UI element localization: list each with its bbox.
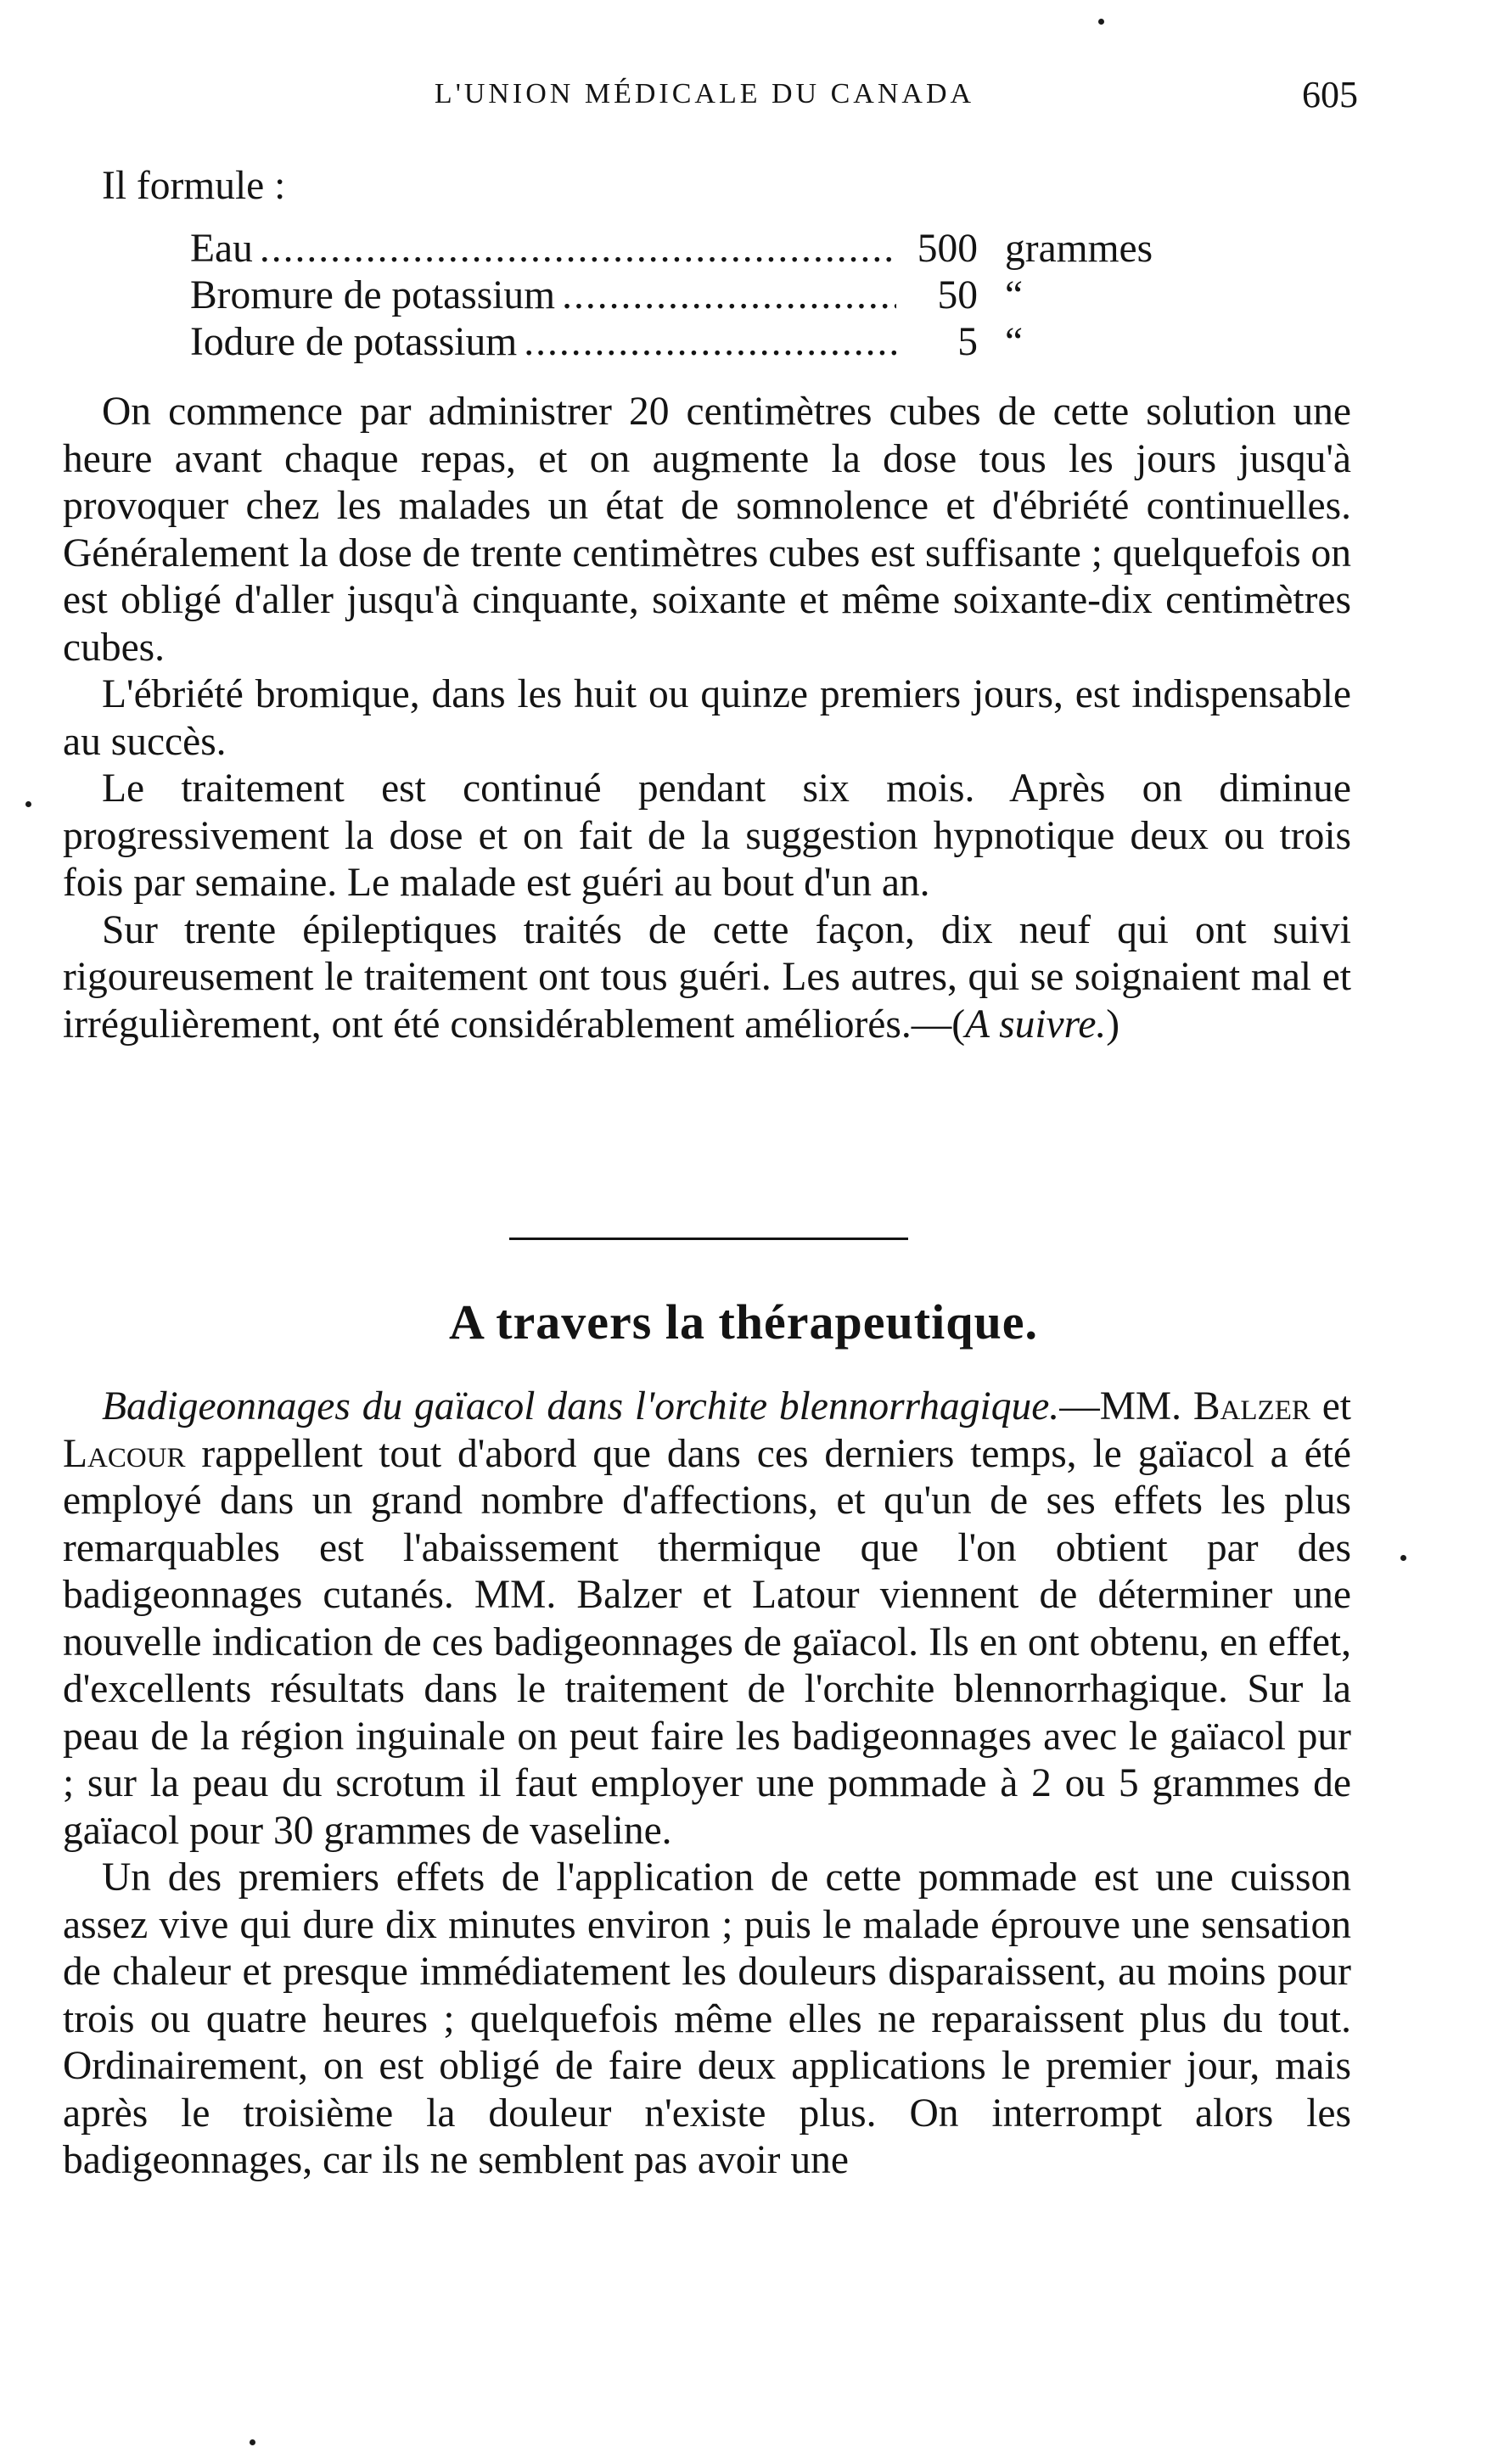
- page-number: 605: [1302, 74, 1358, 115]
- formula-row: [190, 226, 1226, 272]
- scan-speck: [25, 801, 31, 807]
- paragraph-text: rappellent tout d'abord que dans ces derniers temps, le gaïacol a été employé dans un grand nombre d'affections, et qu'un de ses effets les plus remarquables est l'abaissement thermique que l'on obtient par des badigeonnages cutanés. MM. Balzer et Latour viennent de déterminer une nouvelle indication de ces badigeonnages de gaïacol. Ils en ont obtenu, en effet, d'excellents résultats dans le traitement de l'orchite blennorrhagique. Sur la peau de la région inguinale on peut faire les badigeonnages avec le gaïacol pur ; sur la peau du scrotum il faut employer une pommade à 2 ou 5 grammes de gaïacol pour 30 grammes de vaseline.: [63, 1431, 1351, 1853]
- to-be-continued-note: A suivre.: [965, 1002, 1107, 1047]
- formula-row: [190, 319, 1226, 366]
- formula-unit: grammes: [1005, 227, 1153, 271]
- author-name: Balzer: [1192, 1384, 1310, 1428]
- paragraph: [63, 907, 1351, 1049]
- scan-speck: [1098, 19, 1104, 25]
- paragraph: Le traitement est continué pendant six mois. Après on diminue progressivement la dose et on fait de la suggestion hypnotique deux ou trois fois par semaine. Le malade est guéri au bout d'un an.: [63, 766, 1351, 905]
- paragraph-text: Sur trente épileptiques traités de cette façon, dix neuf qui ont suivi rigoureusement le traitement ont tous guéri. Les autres, qui se soignaient mal et irrégulièrement, ont été considérablement améliorés.—(: [63, 907, 1351, 1047]
- formula-ingredient: Iodure de potassium: [190, 320, 518, 364]
- paragraph-text: —MM.: [1059, 1384, 1193, 1428]
- running-header: L'UNION MÉDICALE DU CANADA: [434, 78, 975, 109]
- scan-speck: [250, 2439, 255, 2445]
- paragraph: On commence par administrer 20 centimètres cubes de cette solution une heure avant chaque repas, et on augmente la dose tous les jours jusqu'à provoquer chez les malades un état de somnolence et d'ébriété continuelles. Généralement la dose de trente centimètres cubes est suffisante ; quelquefois on est obligé d'aller jusqu'à cinquante, soixante et même soixante-dix centimètres cubes.: [63, 390, 1351, 670]
- formula-quantity: 5: [957, 320, 978, 364]
- formula-unit: “: [1005, 320, 1024, 364]
- continued-article: [63, 389, 1351, 1048]
- formula-ingredient: Eau: [190, 227, 253, 271]
- paragraph: Un des premiers effets de l'application de cette pommade est une cuisson assez vive qui dure dix minutes environ ; puis le malade éprouve une sensation de chaleur et presque immédiatement les douleurs disparaissent, au moins pour trois ou quatre heures ; quelquefois même elles ne reparaissent plus du tout. Ordinairement, on est obligé de faire deux applications le premier jour, mais après le troisième la douleur n'existe plus. On interrompt alors les badigeonnages, car ils ne semblent pas avoir une: [63, 1855, 1351, 2182]
- article-subject: Badigeonnages du gaïacol dans l'orchite blennorrhagique.: [102, 1384, 1060, 1428]
- section-heading: A travers la thérapeutique.: [449, 1294, 1038, 1350]
- therapeutics-article: [63, 1384, 1351, 2185]
- formula-quantity: 50: [937, 273, 978, 317]
- scan-speck: [1400, 1555, 1406, 1561]
- section-separator: [509, 1238, 908, 1240]
- formula-list: [190, 226, 1226, 366]
- paragraph: L'ébriété bromique, dans les huit ou quinze premiers jours, est indispensable au succès.: [63, 672, 1351, 764]
- formula-row: [190, 272, 1226, 319]
- paragraph-text: et: [1310, 1384, 1351, 1428]
- dot-leader: [260, 226, 896, 272]
- dot-leader: [524, 319, 896, 366]
- formula-quantity: 500: [917, 227, 978, 271]
- formula-intro: Il formule :: [102, 164, 286, 208]
- formula-ingredient: Bromure de potassium: [190, 273, 556, 317]
- paragraph: [63, 1384, 1351, 1855]
- dot-leader: [562, 272, 896, 319]
- author-name: Lacour: [63, 1431, 186, 1476]
- formula-unit: “: [1005, 273, 1024, 317]
- paragraph-text: ): [1106, 1002, 1120, 1047]
